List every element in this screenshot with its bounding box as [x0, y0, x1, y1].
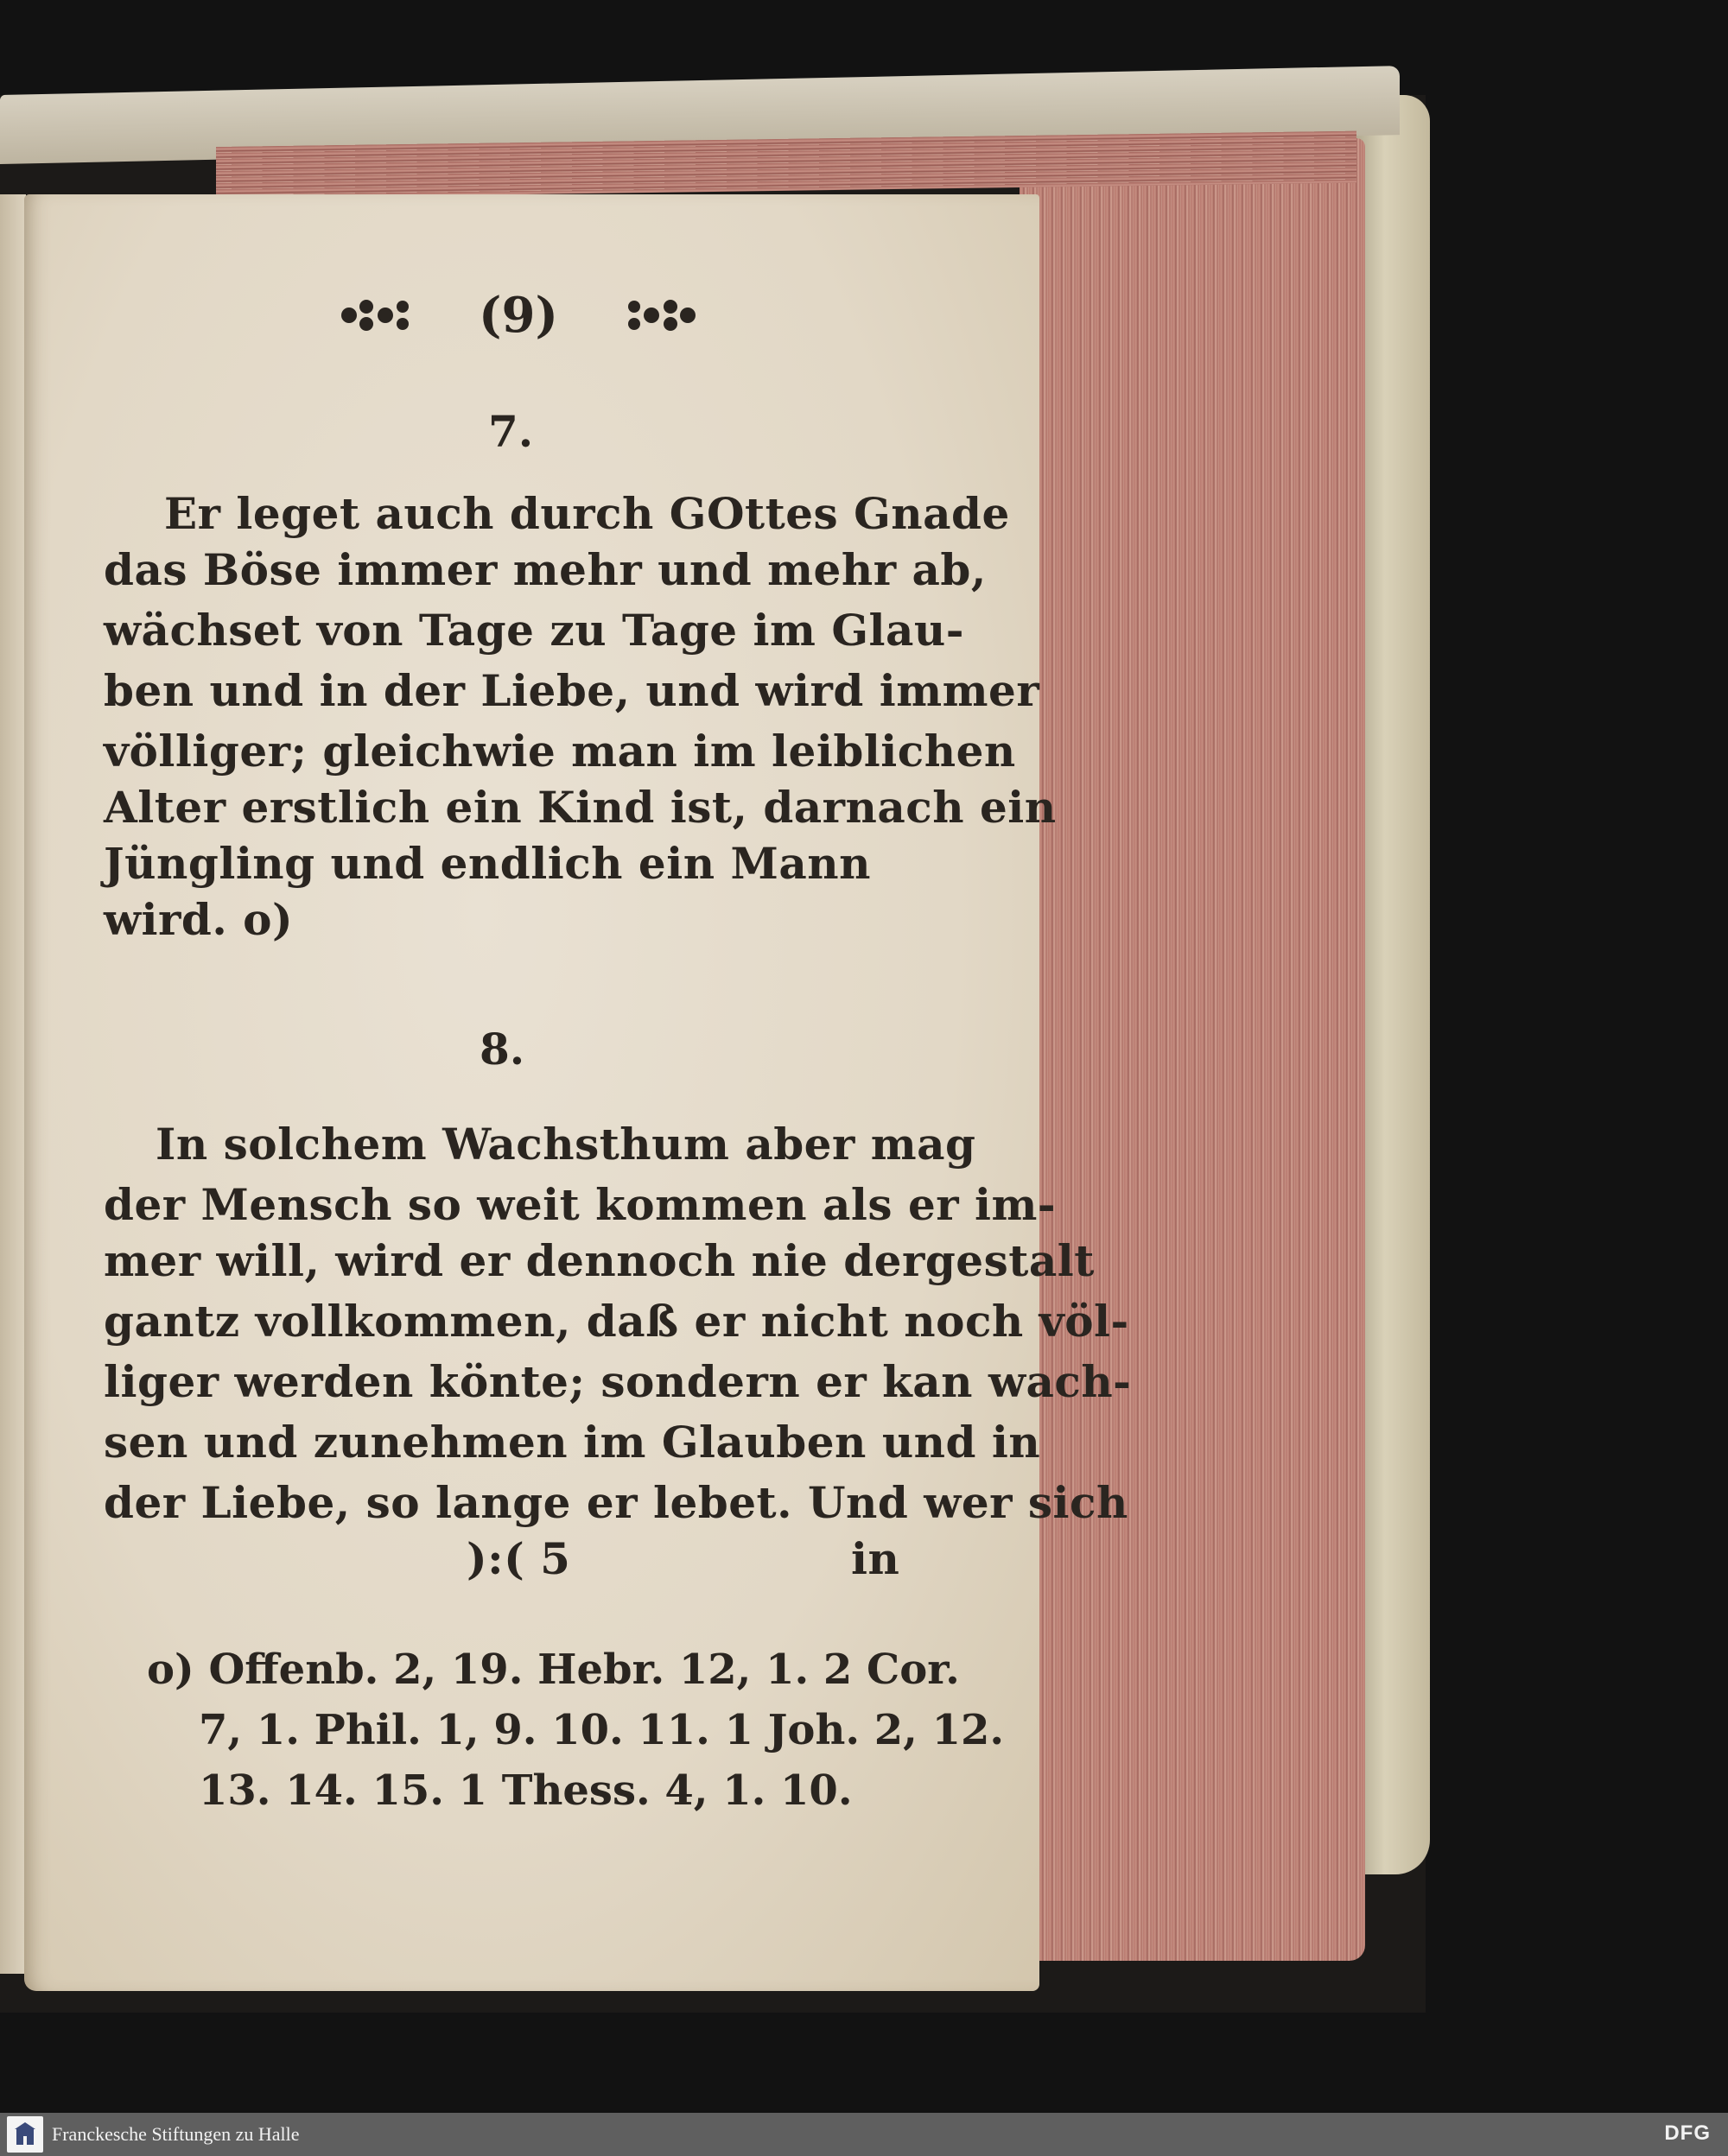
section-7-line: Alter erstlich ein Kind ist, darnach ein — [104, 782, 1057, 833]
section-number-8: 8. — [480, 1024, 525, 1075]
footnote-line: 13. 14. 15. 1 Thess. 4, 1. 10. — [199, 1766, 853, 1815]
section-7-line: das Böse immer mehr und mehr ab, — [104, 544, 987, 595]
provider-logo: DFG — [1664, 2121, 1711, 2145]
section-8-line: In solchem Wachsthum aber mag — [156, 1119, 976, 1170]
signature-mark: ):( 5 — [467, 1533, 571, 1584]
section-7-line: Jüngling und endlich ein Mann — [104, 838, 871, 889]
page-edges — [1020, 138, 1365, 1961]
section-7-line: wächset von Tage zu Tage im Glau- — [104, 605, 965, 656]
institution-name: Franckesche Stiftungen zu Halle — [52, 2123, 300, 2145]
footnote-line: o) Offenb. 2, 19. Hebr. 12, 1. 2 Cor. — [147, 1646, 960, 1694]
section-8-line: sen und zunehmen im Glauben und in — [104, 1417, 1041, 1468]
section-8-line: der Mensch so weit kommen als er im- — [104, 1179, 1057, 1230]
ornament-right-icon — [622, 295, 700, 336]
section-8-line: liger werden könte; sondern er kan wach- — [104, 1356, 1132, 1407]
page-number: (9) — [479, 287, 558, 344]
catchword: in — [851, 1533, 900, 1584]
section-7-line: Er leget auch durch GOttes Gnade — [164, 488, 1010, 539]
footer-bar — [0, 2113, 1728, 2156]
institution-logo-icon — [7, 2116, 43, 2153]
page-header — [337, 281, 700, 350]
section-8-line: gantz vollkommen, daß er nicht noch völ- — [104, 1296, 1129, 1347]
section-7-line: wird. o) — [104, 894, 294, 945]
section-8-line: der Liebe, so lange er lebet. Und wer sich — [104, 1477, 1128, 1528]
ornament-left-icon — [337, 295, 415, 336]
left-page-edge — [0, 194, 26, 1974]
section-number-7: 7. — [488, 406, 534, 457]
section-7-line: völliger; gleichwie man im leiblichen — [104, 726, 1016, 777]
footnote-line: 7, 1. Phil. 1, 9. 10. 11. 1 Joh. 2, 12. — [199, 1706, 1005, 1754]
section-7-line: ben und in der Liebe, und wird immer — [104, 665, 1040, 716]
section-8-line: mer will, wird er dennoch nie dergestalt — [104, 1235, 1095, 1286]
